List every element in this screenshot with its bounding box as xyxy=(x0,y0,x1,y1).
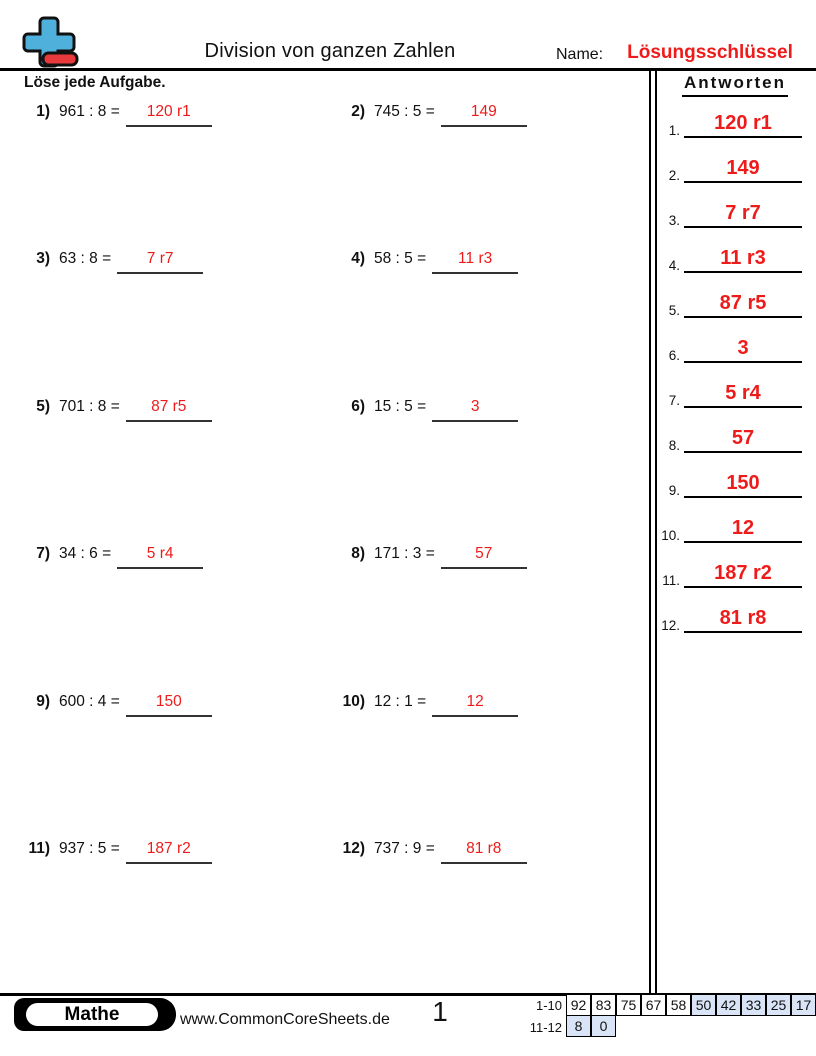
problem-number: 7) xyxy=(36,545,50,562)
problem-answer-blank: 187 r2 xyxy=(126,840,212,864)
problem-answer-blank: 5 r4 xyxy=(117,545,203,569)
problem-number: 10) xyxy=(342,693,365,710)
answer-row xyxy=(656,603,810,633)
answer-blank-line xyxy=(684,271,802,273)
problem-item xyxy=(329,545,527,569)
answer-key-label: Lösungsschlüssel xyxy=(627,42,793,63)
problem-answer-blank: 81 r8 xyxy=(441,840,527,864)
grade-range-label: 1-10 xyxy=(535,998,562,1013)
answer-value: 187 r2 xyxy=(714,562,772,584)
grade-range-label: 11-12 xyxy=(529,1020,562,1035)
answer-row xyxy=(656,513,810,543)
answer-blank-line xyxy=(684,361,802,363)
answer-value: 149 xyxy=(726,157,760,179)
problem-number: 9) xyxy=(36,693,50,710)
grade-cell: 8 xyxy=(566,1015,591,1037)
subject-badge-label: Mathe xyxy=(26,1003,158,1026)
answer-number: 10. xyxy=(661,528,680,543)
answer-row xyxy=(656,333,810,363)
answer-value: 150 xyxy=(726,472,760,494)
answer-blank-line xyxy=(684,181,802,183)
problem-expression: 34 : 6 = xyxy=(59,545,112,562)
answer-number: 5. xyxy=(668,303,680,318)
answer-value: 7 r7 xyxy=(725,202,761,224)
problem-item xyxy=(14,545,203,569)
answer-blank-line xyxy=(684,586,802,588)
problem-item xyxy=(329,398,518,422)
answer-number: 9. xyxy=(668,483,680,498)
grade-score-row xyxy=(566,994,816,1016)
problem-item xyxy=(14,398,212,422)
answer-number: 6. xyxy=(668,348,680,363)
grade-cell: 0 xyxy=(591,1015,616,1037)
answer-value: 57 xyxy=(731,427,755,449)
answer-row xyxy=(656,288,810,318)
problem-number: 8) xyxy=(351,545,365,562)
answer-blank-line xyxy=(684,226,802,228)
answer-row xyxy=(656,558,810,588)
answer-blank-line xyxy=(684,631,802,633)
problem-expression: 745 : 5 = xyxy=(374,103,435,120)
answer-number: 7. xyxy=(668,393,680,408)
answer-blank-line xyxy=(684,496,802,498)
grade-cell: 58 xyxy=(666,994,691,1016)
problem-expression: 58 : 5 = xyxy=(374,250,427,267)
answer-row xyxy=(656,243,810,273)
problem-answer-blank: 87 r5 xyxy=(126,398,212,422)
answer-number: 11. xyxy=(662,573,680,588)
answer-number: 8. xyxy=(668,438,680,453)
answer-row xyxy=(656,378,810,408)
answer-number: 3. xyxy=(668,213,680,228)
problem-item xyxy=(14,103,212,127)
problem-expression: 600 : 4 = xyxy=(59,693,120,710)
problem-item xyxy=(329,103,527,127)
answer-blank-line xyxy=(684,451,802,453)
answer-number: 2. xyxy=(668,168,680,183)
header-divider xyxy=(0,68,816,71)
grade-cell: 67 xyxy=(641,994,666,1016)
problem-expression: 12 : 1 = xyxy=(374,693,427,710)
problem-expression: 961 : 8 = xyxy=(59,103,120,120)
answer-blank-line xyxy=(684,316,802,318)
problem-answer-blank: 11 r3 xyxy=(432,250,518,274)
answer-row xyxy=(656,468,810,498)
answer-number: 12. xyxy=(661,618,680,633)
grade-cell: 50 xyxy=(691,994,716,1016)
problem-expression: 63 : 8 = xyxy=(59,250,112,267)
problem-number: 3) xyxy=(36,250,50,267)
grade-cell: 17 xyxy=(791,994,816,1016)
plus-minus-logo xyxy=(22,16,80,68)
problem-number: 4) xyxy=(351,250,365,267)
grade-cell: 83 xyxy=(591,994,616,1016)
problem-answer-blank: 150 xyxy=(126,693,212,717)
problem-number: 12) xyxy=(342,840,365,857)
grade-score-row xyxy=(566,1015,616,1037)
problem-item xyxy=(14,693,212,717)
problem-answer-blank: 3 xyxy=(432,398,518,422)
problem-answer-blank: 120 r1 xyxy=(126,103,212,127)
answer-number: 4. xyxy=(668,258,680,273)
problem-expression: 937 : 5 = xyxy=(59,840,120,857)
name-label: Name: xyxy=(556,46,604,63)
problem-item xyxy=(14,840,212,864)
minus-icon xyxy=(43,53,77,65)
subject-badge xyxy=(14,998,176,1031)
answer-value: 12 xyxy=(731,517,755,539)
problem-answer-blank: 7 r7 xyxy=(117,250,203,274)
answer-row xyxy=(656,108,810,138)
grade-cell: 42 xyxy=(716,994,741,1016)
grade-cell: 75 xyxy=(616,994,641,1016)
instruction-text: Löse jede Aufgabe. xyxy=(24,74,166,91)
problem-number: 6) xyxy=(351,398,365,415)
answer-blank-line xyxy=(684,541,802,543)
answer-value: 5 r4 xyxy=(725,382,761,404)
answer-row xyxy=(656,153,810,183)
answers-panel-title xyxy=(660,73,810,97)
problem-expression: 15 : 5 = xyxy=(374,398,427,415)
answer-value: 81 r8 xyxy=(719,607,767,629)
problem-number: 11) xyxy=(28,840,50,857)
answer-row xyxy=(656,423,810,453)
problem-number: 5) xyxy=(36,398,50,415)
problem-item xyxy=(14,250,203,274)
answer-number: 1. xyxy=(668,123,680,138)
grade-cell: 33 xyxy=(741,994,766,1016)
answer-row xyxy=(656,198,810,228)
problem-expression: 737 : 9 = xyxy=(374,840,435,857)
problem-item xyxy=(329,693,518,717)
website-url: www.CommonCoreSheets.de xyxy=(180,1011,390,1028)
page-number: 1 xyxy=(432,996,448,1027)
problem-item xyxy=(329,250,518,274)
answer-value: 120 r1 xyxy=(714,112,772,134)
grade-cell: 25 xyxy=(766,994,791,1016)
answers-panel-title-text: Antworten xyxy=(682,73,788,97)
problem-answer-blank: 149 xyxy=(441,103,527,127)
answer-value: 11 r3 xyxy=(720,247,766,269)
answer-blank-line xyxy=(684,136,802,138)
problem-expression: 171 : 3 = xyxy=(374,545,435,562)
answer-blank-line xyxy=(684,406,802,408)
problem-number: 1) xyxy=(36,103,50,120)
grade-cell: 92 xyxy=(566,994,591,1016)
problem-answer-blank: 12 xyxy=(432,693,518,717)
answer-value: 87 r5 xyxy=(719,292,767,314)
problem-expression: 701 : 8 = xyxy=(59,398,120,415)
worksheet-title: Division von ganzen Zahlen xyxy=(204,40,456,62)
problem-item xyxy=(329,840,527,864)
problem-number: 2) xyxy=(351,103,365,120)
answer-value: 3 xyxy=(737,337,749,359)
problem-answer-blank: 57 xyxy=(441,545,527,569)
